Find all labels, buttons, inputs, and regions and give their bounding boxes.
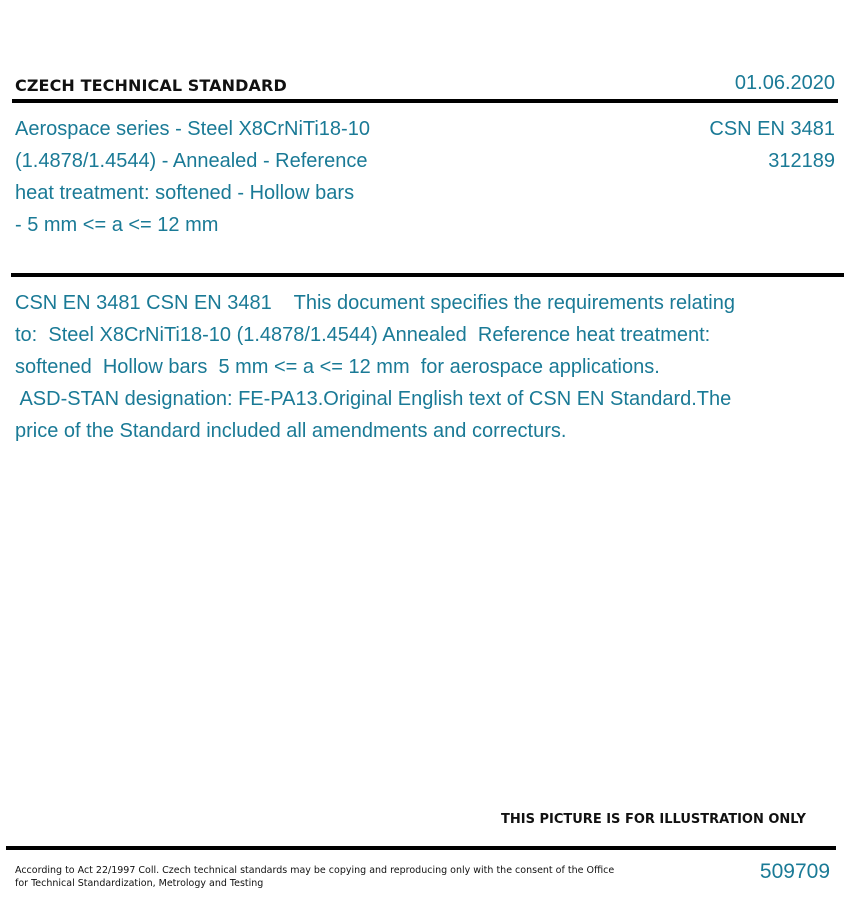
standard-code: CSN EN 3481 [709,118,835,140]
standard-type-label: CZECH TECHNICAL STANDARD [15,76,287,95]
title-line: - 5 mm <= a <= 12 mm [15,214,219,236]
title-line: heat treatment: softened - Hollow bars [15,182,355,204]
legal-line: for Technical Standardization, Metrology and Testing [15,878,264,889]
title-line: (1.4878/1.4544) - Annealed - Reference [15,150,368,172]
header-divider [12,99,838,103]
title-line: Aerospace series - Steel X8CrNiTi18-10 [15,118,370,140]
standard-codes [709,113,835,177]
document-number: 509709 [759,860,830,883]
section-divider [11,273,844,277]
standard-title [15,113,415,241]
illustration-disclaimer: THIS PICTURE IS FOR ILLUSTRATION ONLY [501,812,806,827]
description-line: softened Hollow bars 5 mm <= a <= 12 mm for aerospace applications. [15,356,660,378]
description-line: to: Steel X8CrNiTi18-10 (1.4878/1.4544) Annealed Reference heat treatment: [15,324,711,346]
description-line: CSN EN 3481 CSN EN 3481 This document specifies the requirements relating [15,292,735,314]
legal-notice [15,864,614,890]
standard-description [15,287,815,447]
publication-date: 01.06.2020 [734,72,835,94]
legal-line: According to Act 22/1997 Coll. Czech technical standards may be copying and reproducing only with the consent of the Office [15,865,615,876]
footer-divider [6,846,836,850]
catalog-number: 312189 [768,150,835,172]
description-line: price of the Standard included all amendments and correcturs. [15,420,567,442]
description-line: ASD-STAN designation: FE-PA13.Original English text of CSN EN Standard.The [15,388,732,410]
